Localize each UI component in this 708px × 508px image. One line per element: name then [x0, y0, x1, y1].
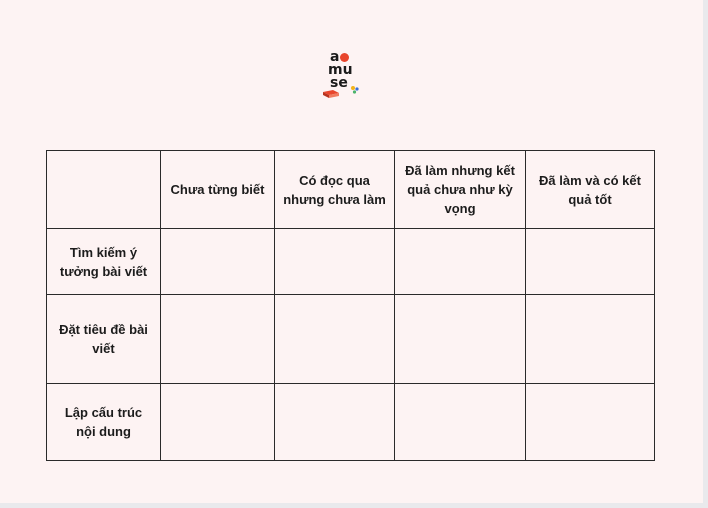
logo-text-a: a: [330, 49, 340, 65]
table-row: [47, 383, 655, 460]
table-cell[interactable]: [526, 295, 655, 383]
table-cell[interactable]: [526, 383, 655, 460]
table-cell[interactable]: [275, 383, 395, 460]
book-icon: [323, 90, 339, 98]
row-header: Đặt tiêu đề bài viết: [47, 295, 161, 383]
logo-text-se: se: [330, 75, 348, 91]
self-assessment-table: [46, 150, 655, 461]
spark-icon: [351, 86, 359, 94]
row-header: Tìm kiếm ý tưởng bài viết: [47, 229, 161, 295]
column-header: Có đọc qua nhưng chưa làm: [275, 151, 395, 229]
row-header: Lập cấu trúc nội dung: [47, 383, 161, 460]
table-cell[interactable]: [395, 229, 526, 295]
table-row: [47, 295, 655, 383]
table-row: [47, 229, 655, 295]
column-header: Đã làm và có kết quả tốt: [526, 151, 655, 229]
amuse-logo: [321, 50, 365, 102]
table-cell[interactable]: [275, 229, 395, 295]
logo-dot: [340, 53, 349, 62]
logo-text-mu: mu: [328, 62, 353, 78]
table-cell[interactable]: [275, 295, 395, 383]
table-cell[interactable]: [395, 383, 526, 460]
table-cell[interactable]: [161, 383, 275, 460]
table-cell[interactable]: [395, 295, 526, 383]
corner-cell: [47, 151, 161, 229]
table-cell[interactable]: [161, 229, 275, 295]
table-cell[interactable]: [161, 295, 275, 383]
column-header: Chưa từng biết: [161, 151, 275, 229]
column-header: Đã làm nhưng kết quả chưa như kỳ vọng: [395, 151, 526, 229]
table-cell[interactable]: [526, 229, 655, 295]
table-header-row: [47, 151, 655, 229]
